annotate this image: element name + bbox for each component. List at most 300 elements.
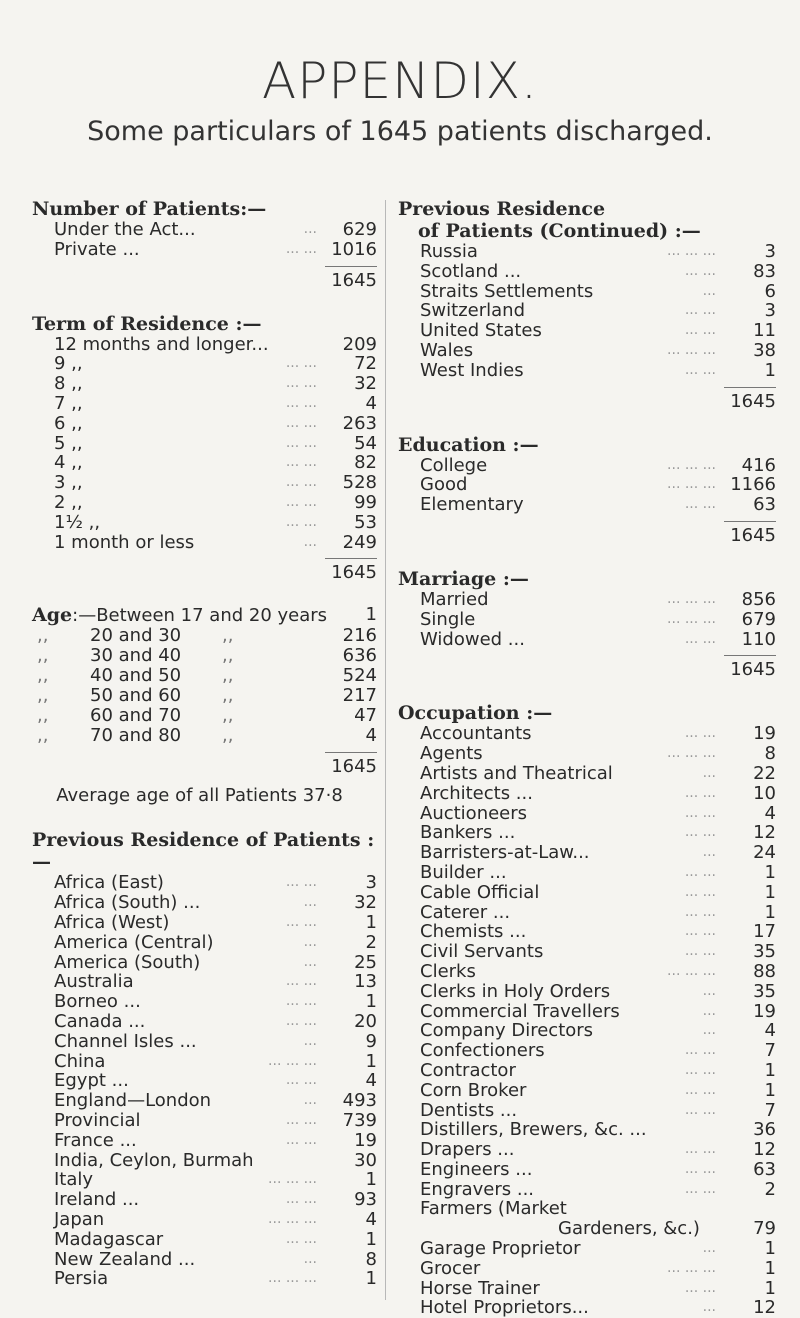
residence-row-label: New Zealand ... <box>54 1248 196 1270</box>
occupation-row <box>398 1219 776 1239</box>
previous-residence-cont-heading-1: Previous Residence <box>398 198 606 220</box>
term-row-leader: ... ... <box>285 434 317 451</box>
residence-row-value: 32 <box>354 892 377 914</box>
residence-row-value: 25 <box>354 951 377 973</box>
occupation-row-label: Chemists ... <box>420 921 527 943</box>
term-row-value: 53 <box>354 511 377 533</box>
term-row-leader: ... ... <box>285 375 317 392</box>
occupation-row-leader: ... ... <box>684 725 716 742</box>
education-row-value: 416 <box>741 454 776 476</box>
occupation-row <box>398 1041 776 1061</box>
occupation-row-leader: ... ... <box>684 1081 716 1098</box>
occupation-row-value: 19 <box>753 723 776 745</box>
term-row <box>32 394 377 414</box>
age-list <box>32 626 377 746</box>
education-row <box>398 495 776 515</box>
occupation-row <box>398 1002 776 1022</box>
age-value: 524 <box>342 665 377 687</box>
residence-row-label: India, Ceylon, Burmah <box>54 1149 254 1171</box>
residence-row-leader: ... <box>303 1250 317 1267</box>
age-ditto-mark: ,, <box>37 685 49 707</box>
occupation-row-value: 35 <box>753 941 776 963</box>
term-row <box>32 533 377 553</box>
marriage-row-label: Married <box>420 588 489 610</box>
marriage-row <box>398 590 776 610</box>
occupation-row-leader: ... ... ... <box>667 745 716 762</box>
residence-row-value: 739 <box>342 1109 377 1131</box>
residence-row <box>398 341 776 361</box>
age-ditto-mark: ,, <box>37 645 49 667</box>
term-row-value: 72 <box>354 353 377 375</box>
residence-row-label: Ireland ... <box>54 1189 140 1211</box>
education-row-label: Elementary <box>420 494 524 516</box>
residence-row-leader: ... ... ... <box>667 243 716 259</box>
occupation-row-leader: ... <box>702 1299 716 1316</box>
occupation-row-leader: ... ... <box>684 784 716 801</box>
occupation-row-label: Dentists ... <box>420 1099 518 1121</box>
marriage-row-leader: ... ... ... <box>667 610 716 627</box>
residence-row <box>32 1131 377 1151</box>
occupation-row-value: 7 <box>764 1099 776 1121</box>
residence-row <box>398 242 776 262</box>
occupation-row <box>398 804 776 824</box>
residence-row-label: Egypt ... <box>54 1070 129 1092</box>
age-ditto-mark: ,, <box>37 725 49 747</box>
term-row-value: 99 <box>354 491 377 513</box>
residence-row-label: America (South) <box>54 951 201 973</box>
residence-row-label: Africa (West) <box>54 911 170 933</box>
occupation-row-value: 1 <box>764 1257 776 1279</box>
occupation-row-label: Cable Official <box>420 881 540 903</box>
total-rule <box>325 558 377 559</box>
occupation-row <box>398 863 776 883</box>
residence-row <box>32 933 377 953</box>
residence-row <box>32 1091 377 1111</box>
term-of-residence-list <box>32 335 377 553</box>
occupation-heading: Occupation :— <box>398 702 553 725</box>
term-row-label: 1½ ,, <box>54 511 101 533</box>
residence-row <box>32 1012 377 1032</box>
marriage-list <box>398 590 776 649</box>
occupation-row <box>398 1081 776 1101</box>
occupation-row-value: 1 <box>764 1277 776 1299</box>
residence-row-leader: ... ... <box>684 361 716 378</box>
occupation-row <box>398 764 776 784</box>
term-row-label: 7 ,, <box>54 392 83 414</box>
marriage-total: 1645 <box>730 659 776 681</box>
occupation-row-label: Builder ... <box>420 861 507 883</box>
residence-row <box>32 1111 377 1131</box>
occupation-row-leader: ... ... <box>684 1042 716 1059</box>
residence-row-leader: ... ... <box>285 913 317 930</box>
patients-row-label: Private ... <box>54 238 140 260</box>
occupation-row-value: 4 <box>764 802 776 824</box>
residence-row-leader: ... ... ... <box>268 1052 317 1069</box>
residence-row-leader: ... ... <box>684 302 716 319</box>
residence-row-leader: ... <box>303 953 317 970</box>
occupation-row-value: 4 <box>764 1020 776 1042</box>
total-rule <box>724 387 776 388</box>
term-row-label: 8 ,, <box>54 373 83 395</box>
occupation-row <box>398 1061 776 1081</box>
residence-row-leader: ... ... <box>285 874 317 891</box>
residence-row-label: Provincial <box>54 1109 141 1131</box>
total-rule <box>325 266 377 267</box>
age-ditto-mark: ,, <box>37 625 49 647</box>
page-title: APPENDIX. <box>262 52 538 110</box>
previous-residence-list <box>32 873 377 1289</box>
education-row <box>398 456 776 476</box>
residence-row-leader: ... ... <box>684 322 716 339</box>
previous-residence-cont-heading-2: of Patients (Continued) :— <box>418 220 701 242</box>
residence-row-value: 6 <box>764 280 776 302</box>
occupation-row <box>398 942 776 962</box>
occupation-row-label: Architects ... <box>420 782 533 804</box>
occupation-row-label: Barristers-at-Law... <box>420 842 590 864</box>
education-total: 1645 <box>730 524 776 546</box>
occupation-row-leader: ... <box>702 764 716 781</box>
education-row-label: College <box>420 454 488 476</box>
occupation-row-leader: ... <box>702 1002 716 1019</box>
residence-row-value: 1 <box>365 1169 377 1191</box>
residence-row-label: Scotland ... <box>420 260 522 282</box>
age-value: 636 <box>342 645 377 667</box>
marriage-row <box>398 630 776 650</box>
residence-row-leader: ... ... ... <box>268 1210 317 1227</box>
page-subtitle: Some particulars of 1645 patients discharged. <box>87 116 713 147</box>
age-range: 70 and 80 <box>90 725 182 747</box>
residence-row <box>32 1250 377 1270</box>
occupation-row-value: 35 <box>753 980 776 1002</box>
residence-row-label: France ... <box>54 1129 137 1151</box>
residence-row <box>32 1269 377 1289</box>
age-range: 40 and 50 <box>90 665 182 687</box>
occupation-row <box>398 1199 776 1219</box>
patients-row-leader: ... ... <box>285 240 317 257</box>
term-of-residence-total: 1645 <box>331 562 377 584</box>
residence-row-leader: ... ... <box>285 1131 317 1148</box>
occupation-row-leader: ... <box>702 982 716 999</box>
term-row-value: 54 <box>354 432 377 454</box>
age-ditto-mark: ,, <box>222 645 234 667</box>
residence-row-value: 3 <box>365 872 377 894</box>
term-row-value: 249 <box>342 531 377 553</box>
occupation-row-value: 88 <box>753 960 776 982</box>
marriage-row <box>398 610 776 630</box>
occupation-row-label: Hotel Proprietors... <box>420 1297 589 1318</box>
patients-row <box>32 240 377 260</box>
occupation-row <box>398 1239 776 1259</box>
occupation-row-leader: ... <box>702 1240 716 1257</box>
education-row <box>398 475 776 495</box>
total-rule <box>724 521 776 522</box>
residence-row-label: Italy <box>54 1169 94 1191</box>
residence-row-label: Japan <box>54 1208 105 1230</box>
residence-row <box>32 1190 377 1210</box>
residence-row-value: 1 <box>365 1228 377 1250</box>
term-row-leader: ... <box>303 533 317 550</box>
age-ditto-mark: ,, <box>37 665 49 687</box>
residence-row-value: 11 <box>753 320 776 342</box>
residence-row-leader: ... <box>303 894 317 911</box>
occupation-row-leader: ... ... <box>684 824 716 841</box>
residence-row-label: Africa (South) ... <box>54 892 201 914</box>
residence-row <box>32 1052 377 1072</box>
occupation-row-label: Commercial Travellers <box>420 1000 620 1022</box>
occupation-row-label: Clerks in Holy Orders <box>420 980 611 1002</box>
age-row <box>32 646 377 666</box>
residence-row <box>32 1032 377 1052</box>
term-row-leader: ... ... <box>285 414 317 431</box>
residence-row-value: 3 <box>764 300 776 322</box>
occupation-list <box>398 724 776 1318</box>
occupation-row-label: Civil Servants <box>420 941 544 963</box>
residence-row <box>398 282 776 302</box>
residence-row <box>32 893 377 913</box>
occupation-row-value: 36 <box>753 1119 776 1141</box>
age-value: 216 <box>342 625 377 647</box>
residence-row-value: 1 <box>365 1268 377 1290</box>
age-ditto-mark: ,, <box>222 625 234 647</box>
residence-row-leader: ... <box>303 1092 317 1109</box>
occupation-row-label: Accountants <box>420 723 532 745</box>
residence-row-leader: ... ... ... <box>268 1171 317 1188</box>
occupation-row-value: 10 <box>753 782 776 804</box>
residence-row-label: Australia <box>54 971 134 993</box>
term-of-residence-heading: Term of Residence :— <box>32 312 262 335</box>
patients-row-value: 1016 <box>331 238 377 260</box>
residence-row-leader: ... ... ... <box>667 341 716 358</box>
occupation-row-value: 24 <box>753 842 776 864</box>
age-ditto-mark: ,, <box>37 705 49 727</box>
occupation-row-label: Horse Trainer <box>420 1277 540 1299</box>
term-row-leader: ... ... <box>285 493 317 510</box>
term-row-label: 9 ,, <box>54 353 83 375</box>
residence-row-leader: ... <box>702 282 716 299</box>
age-heading-rest: :—Between 17 and 20 years <box>72 605 328 627</box>
average-age: Average age of all Patients 37·8 <box>56 785 343 807</box>
marriage-heading: Marriage :— <box>398 567 529 590</box>
residence-row-leader: ... <box>303 933 317 950</box>
occupation-row-leader: ... ... <box>684 1160 716 1177</box>
term-row <box>32 453 377 473</box>
age-value: 4 <box>365 725 377 747</box>
marriage-row-value: 110 <box>741 628 776 650</box>
age-row <box>32 706 377 726</box>
term-row <box>32 354 377 374</box>
occupation-row-label: Artists and Theatrical <box>420 762 613 784</box>
occupation-row <box>398 784 776 804</box>
term-row <box>32 493 377 513</box>
residence-row <box>32 1071 377 1091</box>
term-row <box>32 414 377 434</box>
education-list <box>398 456 776 515</box>
column-divider <box>385 200 386 1300</box>
residence-row <box>398 301 776 321</box>
occupation-row <box>398 1279 776 1299</box>
residence-row-label: West Indies <box>420 359 524 381</box>
age-range: 30 and 40 <box>90 645 182 667</box>
term-row-value: 209 <box>342 333 377 355</box>
term-row-leader: ... ... <box>285 454 317 471</box>
term-row <box>32 473 377 493</box>
marriage-row-label: Single <box>420 608 476 630</box>
age-ditto-mark: ,, <box>222 665 234 687</box>
occupation-row-label: Corn Broker <box>420 1079 527 1101</box>
occupation-row-label: Distillers, Brewers, &c. ... <box>420 1119 647 1141</box>
total-rule <box>325 752 377 753</box>
term-row-value: 528 <box>342 472 377 494</box>
education-row-leader: ... ... <box>684 496 716 513</box>
term-row-label: 2 ,, <box>54 491 83 513</box>
occupation-row-leader: ... ... ... <box>667 962 716 979</box>
age-ditto-mark: ,, <box>222 705 234 727</box>
patients-row <box>32 220 377 240</box>
occupation-row <box>398 744 776 764</box>
age-range: 60 and 70 <box>90 705 182 727</box>
occupation-row-value: 1 <box>764 1059 776 1081</box>
occupation-row <box>398 1259 776 1279</box>
occupation-row <box>398 1160 776 1180</box>
term-row-leader: ... ... <box>285 355 317 372</box>
occupation-row-value: 63 <box>753 1158 776 1180</box>
occupation-row-label: Grocer <box>420 1257 481 1279</box>
residence-row-value: 13 <box>354 971 377 993</box>
occupation-row-value: 1 <box>764 1079 776 1101</box>
occupation-row <box>398 1120 776 1140</box>
occupation-row <box>398 1298 776 1318</box>
occupation-row-value: 79 <box>753 1218 776 1240</box>
residence-row-value: 93 <box>354 1189 377 1211</box>
occupation-row <box>398 724 776 744</box>
number-of-patients-total: 1645 <box>331 269 377 291</box>
occupation-row-label: Auctioneers <box>420 802 528 824</box>
term-row <box>32 374 377 394</box>
age-range: 50 and 60 <box>90 685 182 707</box>
occupation-row-label: Bankers ... <box>420 822 516 844</box>
occupation-row-leader: ... ... <box>684 923 716 940</box>
number-of-patients-list <box>32 220 377 260</box>
occupation-row <box>398 1180 776 1200</box>
residence-row <box>32 1210 377 1230</box>
residence-row-label: Switzerland <box>420 300 525 322</box>
age-value: 47 <box>354 705 377 727</box>
occupation-row-label: Engineers ... <box>420 1158 533 1180</box>
residence-row-leader: ... ... <box>285 1191 317 1208</box>
residence-row <box>32 913 377 933</box>
term-row-value: 4 <box>365 392 377 414</box>
marriage-row-leader: ... ... ... <box>667 590 716 607</box>
occupation-row-leader: ... ... <box>684 1061 716 1078</box>
age-first-value: 1 <box>365 604 377 626</box>
residence-row-label: Channel Isles ... <box>54 1030 197 1052</box>
residence-row-label: United States <box>420 320 542 342</box>
right-column <box>398 198 776 1318</box>
occupation-row-leader: ... ... <box>684 943 716 960</box>
residence-row-label: Straits Settlements <box>420 280 594 302</box>
residence-row-value: 19 <box>354 1129 377 1151</box>
occupation-row <box>398 903 776 923</box>
residence-row <box>398 262 776 282</box>
occupation-row-leader: ... ... <box>684 863 716 880</box>
patients-row-value: 629 <box>342 219 377 240</box>
total-rule <box>724 655 776 656</box>
education-row-value: 63 <box>753 494 776 516</box>
residence-row-value: 83 <box>753 260 776 282</box>
term-row-value: 82 <box>354 452 377 474</box>
residence-row-value: 3 <box>764 241 776 262</box>
residence-row-label: America (Central) <box>54 931 214 953</box>
age-ditto-mark: ,, <box>222 725 234 747</box>
age-total: 1645 <box>331 756 377 778</box>
marriage-row-leader: ... ... <box>684 630 716 647</box>
occupation-row-label: Caterer ... <box>420 901 511 923</box>
residence-row-leader: ... <box>303 1032 317 1049</box>
occupation-row <box>398 982 776 1002</box>
residence-row-leader: ... ... <box>285 1072 317 1089</box>
occupation-row-value: 1 <box>764 1238 776 1260</box>
residence-row-value: 1 <box>365 911 377 933</box>
occupation-row-leader: ... ... <box>684 1101 716 1118</box>
occupation-row-value: 1 <box>764 901 776 923</box>
occupation-row-label: Agents <box>420 743 483 765</box>
residence-row-value: 30 <box>354 1149 377 1171</box>
residence-row-leader: ... ... <box>285 1111 317 1128</box>
term-row-label: 5 ,, <box>54 432 83 454</box>
age-row <box>32 726 377 746</box>
residence-row-label: Russia <box>420 241 478 262</box>
residence-row <box>32 1230 377 1250</box>
patients-row-leader: ... <box>303 221 317 237</box>
residence-row-value: 4 <box>365 1208 377 1230</box>
term-row <box>32 335 377 355</box>
residence-row-value: 1 <box>764 359 776 381</box>
residence-row <box>32 1170 377 1190</box>
occupation-row-label: Gardeners, &c.) <box>558 1218 700 1240</box>
term-row-label: 3 ,, <box>54 472 83 494</box>
occupation-row <box>398 843 776 863</box>
occupation-row-label: Company Directors <box>420 1020 594 1042</box>
residence-row-value: 38 <box>753 339 776 361</box>
occupation-row <box>398 962 776 982</box>
residence-row-leader: ... ... <box>285 973 317 990</box>
age-heading-label: Age <box>32 604 73 627</box>
occupation-row <box>398 922 776 942</box>
residence-row-value: 1 <box>365 1050 377 1072</box>
marriage-row-value: 679 <box>741 608 776 630</box>
age-range: 20 and 30 <box>90 625 182 647</box>
age-heading <box>32 605 377 626</box>
residence-row-value: 9 <box>365 1030 377 1052</box>
occupation-row <box>398 1021 776 1041</box>
residence-row-value: 2 <box>365 931 377 953</box>
residence-row-label: Persia <box>54 1268 109 1290</box>
patients-row-label: Under the Act... <box>54 219 196 240</box>
occupation-row-label: Drapers ... <box>420 1139 515 1161</box>
number-of-patients-heading: Number of Patients:— <box>32 198 267 220</box>
residence-row-label: Canada ... <box>54 1010 146 1032</box>
residence-row-label: Borneo ... <box>54 991 141 1013</box>
occupation-row-value: 7 <box>764 1040 776 1062</box>
term-row-label: 12 months and longer... <box>54 333 269 355</box>
residence-row-leader: ... ... <box>285 1230 317 1247</box>
occupation-row <box>398 883 776 903</box>
residence-row-label: Africa (East) <box>54 872 164 894</box>
occupation-row-label: Clerks <box>420 960 476 982</box>
occupation-row-leader: ... ... <box>684 1180 716 1197</box>
occupation-row-label: Contractor <box>420 1059 516 1081</box>
occupation-row-leader: ... ... <box>684 804 716 821</box>
